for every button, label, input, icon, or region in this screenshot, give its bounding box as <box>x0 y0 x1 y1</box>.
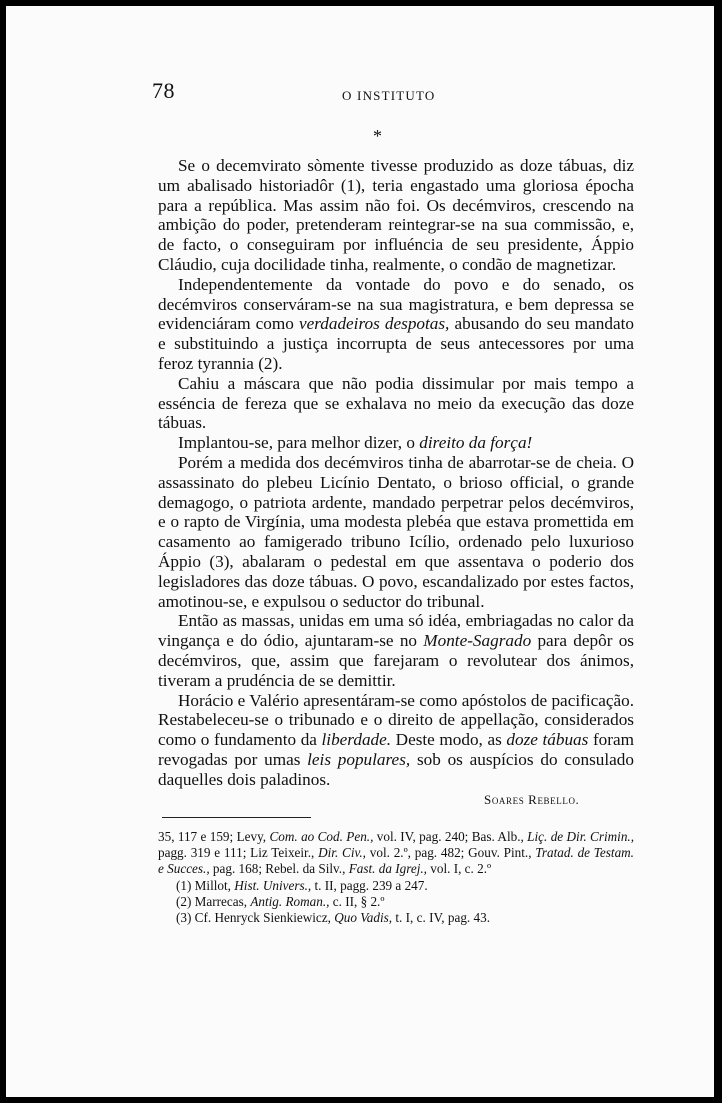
author-signature: Soares Rebello. <box>484 792 580 807</box>
italic-text: liberdade. <box>321 730 392 750</box>
italic-text: verdadeiros despotas, <box>298 314 450 334</box>
italic-text: Com. ao Cod. Pen., <box>269 829 374 844</box>
paragraph <box>158 453 634 611</box>
text-run: vol. 2.º, pag. 482; Gouv. Pint., <box>365 845 536 861</box>
footnote-continuation <box>158 829 634 878</box>
asterisk-ornament: * <box>373 126 382 146</box>
italic-text: Tratad. de Testam. e Succes., <box>158 845 634 877</box>
italic-text: Quo Vadis, <box>334 910 393 926</box>
page-number: 78 <box>152 78 175 103</box>
book-page <box>6 6 714 1097</box>
text-run: (2) Marrecas, <box>176 893 251 909</box>
text-run: vol. I, c. 2.º <box>426 861 492 877</box>
footnote-divider <box>162 817 311 818</box>
text-run: para depôr os decémviros, que, assim que farejaram o revolutear dos ánimos, tiveram a prudéncia de se demittir. <box>158 631 634 690</box>
running-title: O INSTITUTO <box>342 88 436 103</box>
text-run: pagg. 319 e 111; Liz Teixeir., <box>158 845 319 861</box>
footnote <box>176 878 634 894</box>
paragraph <box>158 433 634 453</box>
text-run: Porém a medida dos decémviros tinha de abarrotar-se de cheia. O assassinato do plebeu Licínio Dentato, o brioso official, o grande demagogo, o patriota ardente, mandado perpetrar pelos decémviros, e o rapto de Virgínia, uma modesta plebéa que estava promettida em casamento ao famigerado tribuno Icílio, ordenado pelo luxurioso Áppio (3), abalaram o pedestal em que assentava o poderio dos legisladores das doze tábuas. O povo, escandalizado por estes factos, amotinou-se, e expulsou o seductor do tribunal. <box>158 452 634 611</box>
text-run: Cahiu a máscara que não podia dissimular por mais tempo a esséncia de fereza que se exhalava no meio da execução das doze tábuas. <box>158 373 634 433</box>
text-run: sob os auspícios do consulado daquelles dois paladinos. <box>158 749 634 789</box>
text-run: t. II, pagg. 239 a 247. <box>311 877 428 893</box>
text-run: Deste modo, as <box>391 730 507 750</box>
italic-text: Fast. da Igrej., <box>348 861 427 877</box>
text-run: (1) Millot, <box>176 877 235 893</box>
text-run: Independentemente da vontade do povo e do senado, os decémviros conserváram-se na sua magistratura, e bem depressa se evidenciáram como <box>158 274 634 334</box>
footnote <box>176 910 634 926</box>
text-run: pag. 168; Rebel. da Silv., <box>209 861 349 877</box>
footnotes <box>158 829 634 926</box>
italic-text: Antig. Roman., <box>250 893 330 909</box>
text-run: t. I, c. IV, pag. 43. <box>392 910 491 926</box>
text-run: Então as massas, unidas em uma só idéa, embriagadas no calor da vingança e do ódio, ajuntaram-se no <box>158 611 634 651</box>
italic-text: direito da força! <box>419 433 533 453</box>
footnote <box>176 894 634 910</box>
italic-text: doze tábuas <box>506 730 589 750</box>
text-run: c. II, § 2.º <box>329 893 385 909</box>
paragraph <box>158 275 634 374</box>
text-run: abusando do seu mandato e substituindo a justiça incorrupta de seus antecessores por uma feroz tyrannia (2). <box>158 314 634 373</box>
italic-text: Liç. de Dir. Crimin., <box>527 829 635 844</box>
italic-text: Dir. Civ., <box>318 845 366 861</box>
text-run: Se o decemvirato sòmente tivesse produzido as doze tábuas, diz um abalisado historiadôr (1), teria engastado uma gloriosa épocha para a república. Mas assim não foi. Os decémviros, crescendo na ambição do poder, pretenderam reintegrar-se na sua commissão, e, de facto, o conseguiram por influéncia de seu presidente, Áppio Cláudio, cuja docilidade tinha, realmente, o condão de magnetizar. <box>158 156 634 274</box>
paragraph <box>158 374 634 433</box>
text-run: vol. IV, pag. 240; Bas. Alb., <box>373 829 528 844</box>
paragraph <box>158 611 634 690</box>
paragraph <box>158 691 634 790</box>
text-run: 35, 117 e 159; Levy, <box>158 829 270 844</box>
article-body <box>158 156 634 790</box>
paragraph <box>158 156 634 275</box>
italic-text: leis populares, <box>307 749 411 769</box>
italic-text: Hist. Univers., <box>234 877 312 893</box>
italic-text: Monte-Sagrado <box>423 631 532 651</box>
text-run: Horácio e Valério apresentáram-se como apóstolos de pacificação. Restabeleceu-se o tribunado e o direito de appellação, considerados como o fundamento da <box>158 690 634 750</box>
text-run: Implantou-se, para melhor dizer, o <box>178 433 420 453</box>
text-run: (3) Cf. Henryck Sienkiewicz, <box>176 910 335 926</box>
text-run: foram revogadas por umas <box>158 730 634 769</box>
